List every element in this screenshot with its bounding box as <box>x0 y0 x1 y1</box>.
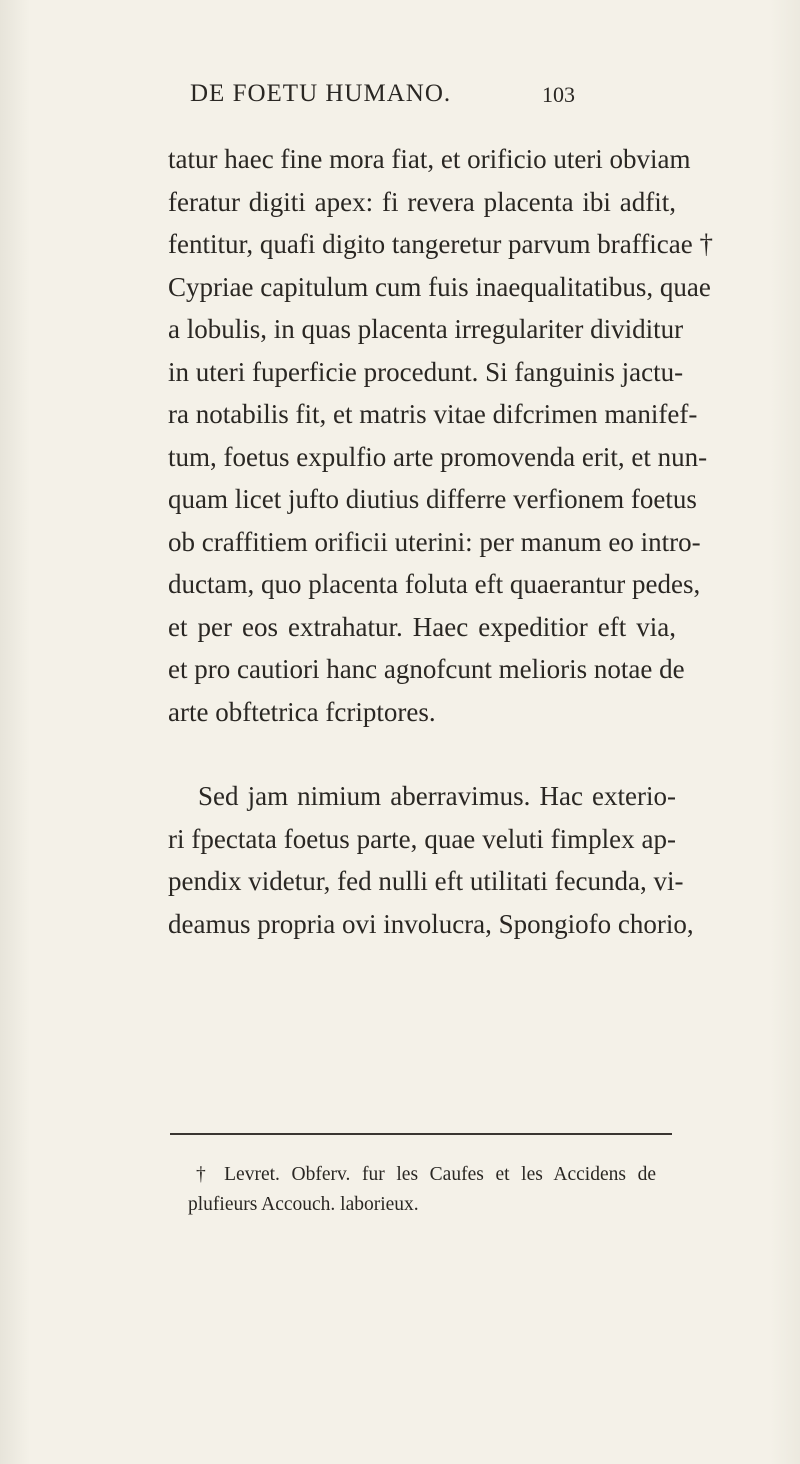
text-line: tatur haec fine mora fiat, et orificio uteri obviam <box>168 144 691 174</box>
text-line: feratur digiti apex: fi revera placenta ibi adfit, <box>168 186 676 217</box>
paragraph-2 <box>168 775 694 945</box>
text-line: Sed jam nimium aberravimus. Hac exterio- <box>198 781 676 811</box>
text-line: et pro cautiori hanc agnofcunt melioris notae de <box>168 654 685 684</box>
footnote-line: plufieurs Accouch. laborieux. <box>188 1194 419 1215</box>
page-header <box>190 80 590 120</box>
text-line: pendix videtur, fed nulli eft utilitati fecunda, vi- <box>168 866 684 896</box>
text-line: ra notabilis fit, et matris vitae difcrimen manifef- <box>168 399 698 429</box>
running-title: DE FOETU HUMANO. <box>190 80 452 107</box>
text-line: ductam, quo placenta foluta eft quaerantur pedes, <box>168 569 701 599</box>
text-line: arte obftetrica fcriptores. <box>168 696 436 727</box>
text-line: Cypriae capitulum cum fuis inaequalitatibus, quae <box>168 271 711 302</box>
page-number: 103 <box>542 82 575 107</box>
text-line: ob craffitiem orificii uterini: per manum eo intro- <box>168 526 701 557</box>
footnote <box>188 1160 656 1220</box>
text-line: in uteri fuperficie procedunt. Si fanguinis jactu- <box>168 356 684 387</box>
text-line: a lobulis, in quas placenta irregulariter dividitur <box>168 314 684 344</box>
text-line: ri fpectata foetus parte, quae veluti fimplex ap- <box>168 823 676 854</box>
text-line: fentitur, quafi digito tangeretur parvum brafficae † <box>168 229 713 259</box>
body-text <box>168 138 713 945</box>
text-line: quam licet jufto diutius differre verfionem foetus <box>168 484 697 514</box>
text-line: tum, foetus expulfio arte promovenda erit, et nun- <box>168 441 708 472</box>
footnote-rule <box>170 1133 672 1135</box>
text-line: et per eos extrahatur. Haec expeditior eft via, <box>168 611 676 642</box>
footnote-line: † Levret. Obferv. fur les Caufes et les Accidens de <box>196 1164 656 1185</box>
paragraph-1 <box>168 138 713 733</box>
paragraph-gap <box>168 733 676 775</box>
text-line: deamus propria ovi involucra, Spongiofo chorio, <box>168 908 694 939</box>
